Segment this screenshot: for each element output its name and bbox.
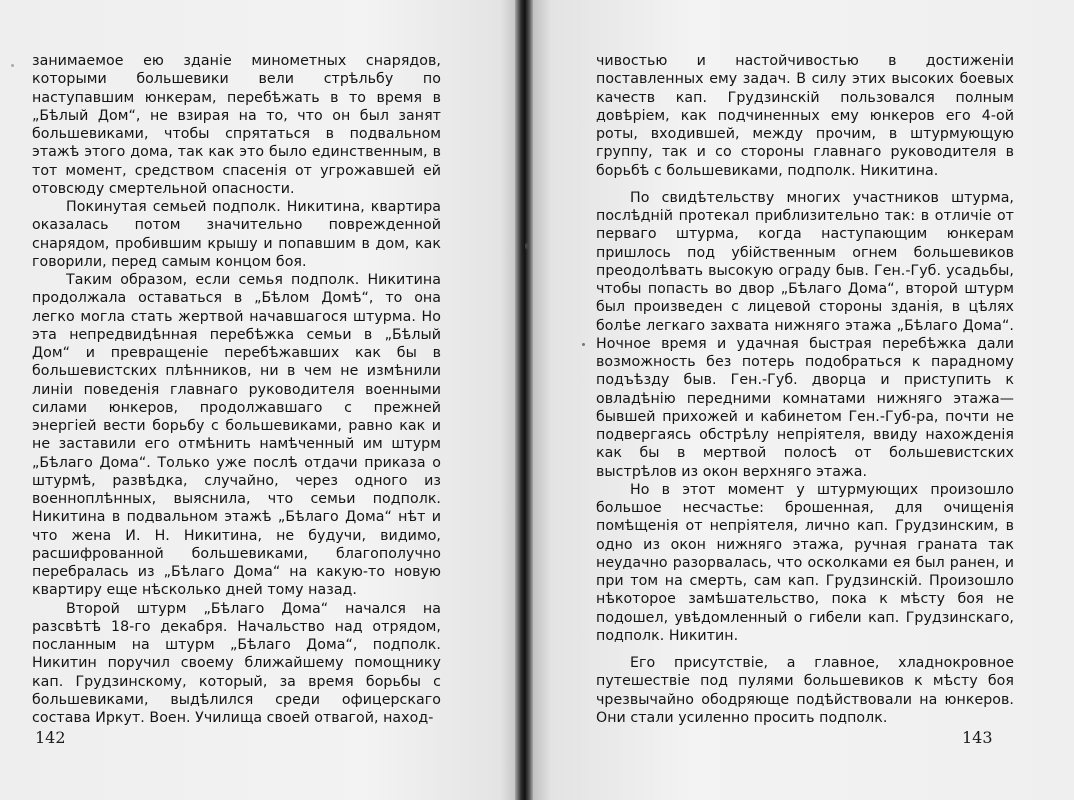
left-page-text (32, 52, 441, 727)
book-gutter (515, 0, 533, 800)
paragraph: По свидѣтельству многих участников штурма, послѣдній протекал приблизительно так: в отличіе от перваго штурма, когда наступающим юнкерам пришлось под убійственным огнем большевиков преодолѣвать высокую ограду быв. Ген.-Губ. усадьбы, чтобы попасть во двор „Бѣлаго Дома“, второй штурм был произведен с лицевой стороны зданія, в цѣлях болѣе легкаго захвата нижняго этажа „Бѣлаго Дома“. Ночное время и удачная быстрая перебѣжка дали возможность без потерь подобраться к парадному подъѣзду быв. Ген.-Губ. дворца и приступить к овладѣнію передними комнатами нижняго этажа—бывшей прихожей и кабинетом Ген.-Губ-ра, почти не подвергаясь обстрѣлу непріятеля, ввиду нахожденія как бы в мертвой полосѣ от большевистских выстрѣлов из окон верхняго этажа. (596, 189, 1014, 480)
scan-speck (525, 243, 528, 249)
paragraph: Покинутая семьей подполк. Никитина, квартира оказалась потом значительно поврежденной снарядом, пробившим крышу и попавшим в дом, как говорили, перед самым концом боя. (32, 199, 441, 270)
page-number-left: 142 (35, 728, 66, 747)
paragraph: чивостью и настойчивостью в достиженіи поставленных ему задач. В силу этих высоких боевых качеств кап. Грудзинскій пользовался полным довѣріем, как подчиненных ему юнкеров его 4-ой роты, входившей, между прочим, в штурмующую группу, так и со стороны главнаго руководителя в борьбѣ с большевиками, подполк. Никитина. (596, 53, 1014, 179)
right-page-text (596, 52, 1014, 727)
paragraph: Но в этот момент у штурмующих произошло большое несчастье: брошенная, для очищенія помѣщенія от непріятеля, лично кап. Грудзинским, в одно из окон нижняго этажа, ручная граната так неудачно разорвалась, что осколками ея был ранен, и при том на смерть, сам кап. Грудзинскій. Произошло нѣкоторое замѣшательство, пока к мѣсту боя не подошел, увѣдомленный о гибели кап. Грудзинскаго, подполк. Никитин. (596, 481, 1014, 644)
paragraph: Второй штурм „Бѣлаго Дома“ начался на разсвѣтѣ 18-го декабря. Начальство над отрядом, посланным на штурм „Бѣлаго Дома“, подполк. Никитин поручил своему ближайшему помощнику кап. Грудзинскому, который, за время борьбы с большевиками, выдѣлился среди офицерскаго состава Иркут. Воен. Училища своей отвагой, наход- (32, 600, 441, 726)
paragraph: занимаемое ею зданіе минометных снарядов, которыми большевики вели стрѣльбу по наступавшим юнкерам, перебѣжать в то время в „Бѣлый Дом“, не взирая на то, что он был занят большевиками, чтобы спрятаться в подвальном этажѣ этого дома, так как это было единственным, в тот момент, средством спасенія от угрожавшей ей отовсюду смертельной опасности. (32, 53, 441, 197)
page-number-right: 143 (962, 728, 993, 747)
paragraph: Его присутствіе, а главное, хладнокровное путешествіе под пулями большевиков к мѣсту боя чрезвычайно ободряюще подѣйствовали на юнкеров. Они стали усиленно просить подполк. (596, 655, 1014, 726)
scan-speck (582, 343, 585, 346)
paragraph: Таким образом, если семья подполк. Никитина продолжала оставаться в „Бѣлом Домѣ“, то она легко могла стать жертвой начавшагося штурма. Но эта непредвидѣнная перебѣжка семьи в „Бѣлый Дом“ и превращеніе перебѣжавших как бы в большевистских плѣнников, ни в чем не измѣнили линіи поведенія главнаго руководителя военными силами юнкеров, продолжавшаго с прежней энергіей вести борьбу с большевиками, равно как и не заставили его отмѣнить намѣченный им штурм „Бѣлаго Дома“. Только уже послѣ отдачи приказа о штурмѣ, развѣдка, случайно, через одного из военноплѣнных, выяснила, что семьи подполк. Никитина в подвальном этажѣ „Бѣлаго Дома“ нѣт и что жена И. Н. Никитина, не будучи, видимо, расшифрованной большевиками, благополучно перебралась из „Бѣлаго Дома“ на какую-то новую квартиру еще нѣсколько дней тому назад. (32, 272, 441, 599)
scan-speck (11, 64, 14, 67)
